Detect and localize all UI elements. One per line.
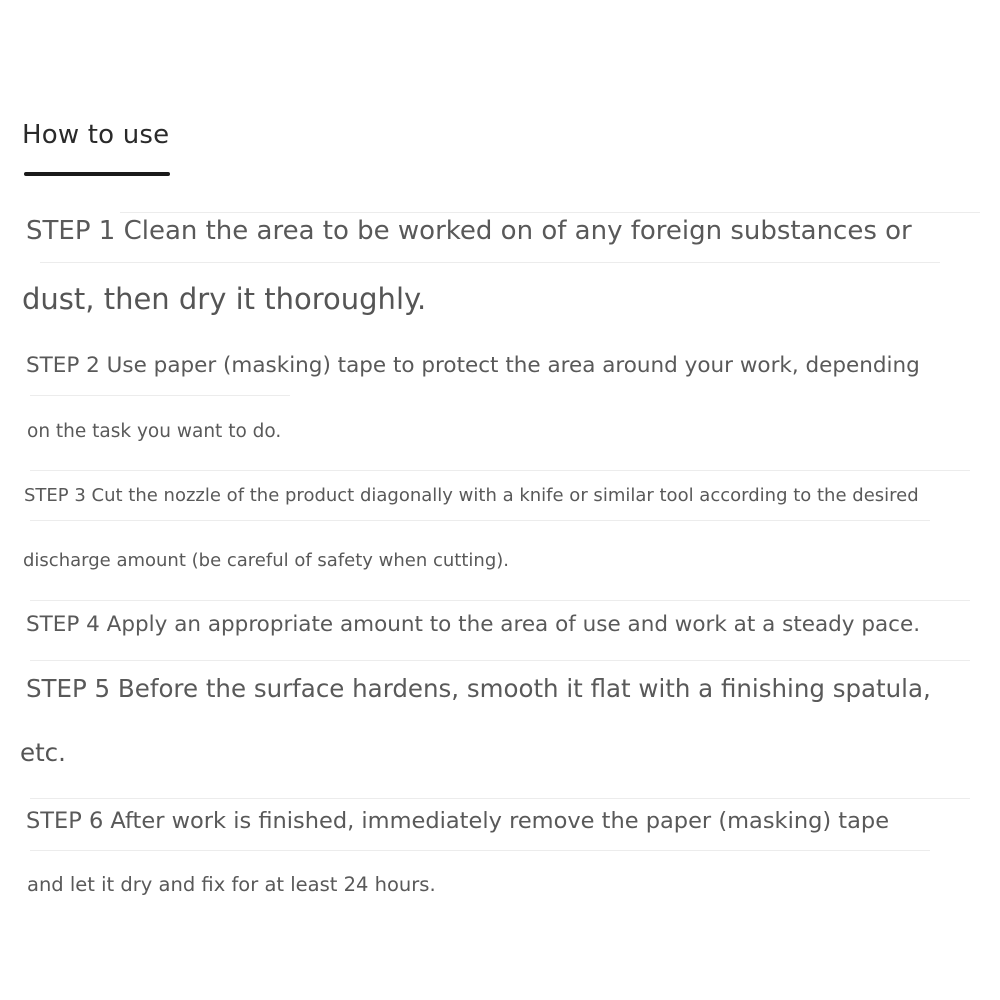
ghost-line	[40, 262, 940, 263]
step-5-line-2: etc.	[20, 738, 66, 767]
section-title: How to use	[22, 120, 170, 150]
step-5-line-1: STEP 5 Before the surface hardens, smooth it flat with a finishing spatula,	[26, 674, 931, 703]
ghost-line	[30, 520, 930, 521]
step-3-line-2: discharge amount (be careful of safety when cutting).	[23, 550, 509, 571]
step-1-line-2: dust, then dry it thoroughly.	[22, 282, 427, 316]
step-1-line-1: STEP 1 Clean the area to be worked on of any foreign substances or	[26, 216, 912, 246]
step-2-line-2: on the task you want to do.	[27, 421, 282, 442]
section-title-underline	[24, 172, 170, 176]
ghost-line	[30, 600, 970, 601]
ghost-line	[120, 212, 980, 213]
step-6-line-1: STEP 6 After work is finished, immediately remove the paper (masking) tape	[26, 808, 890, 834]
step-3-line-1: STEP 3 Cut the nozzle of the product diagonally with a knife or similar tool according to the desired	[24, 485, 919, 506]
ghost-line	[30, 850, 930, 851]
ghost-line	[30, 395, 290, 396]
ghost-line	[30, 660, 970, 661]
step-4-line-1: STEP 4 Apply an appropriate amount to the area of use and work at a steady pace.	[26, 612, 921, 637]
step-6-line-2: and let it dry and fix for at least 24 hours.	[27, 873, 436, 896]
ghost-line	[30, 798, 970, 799]
step-2-line-1: STEP 2 Use paper (masking) tape to protect the area around your work, depending	[26, 353, 920, 378]
ghost-line	[30, 470, 970, 471]
